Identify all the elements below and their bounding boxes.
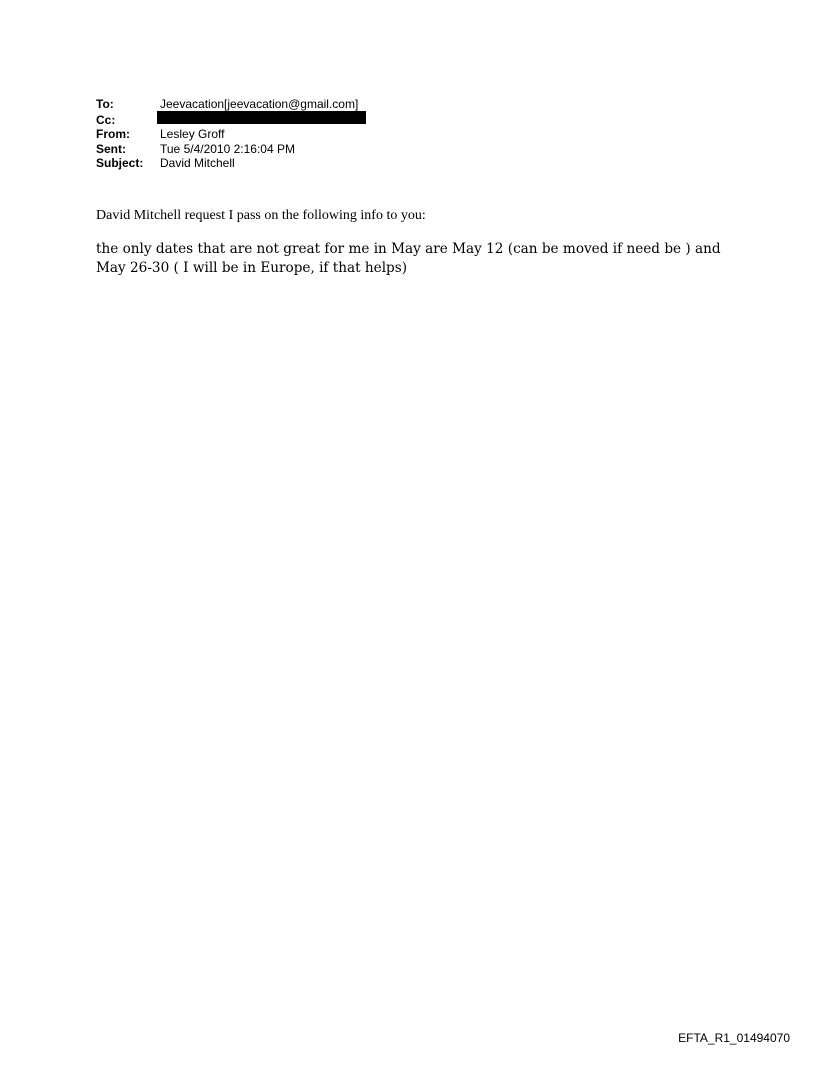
subject-row [96, 156, 369, 170]
message-body: the only dates that are not great for me in May are May 12 (can be moved if need be ) and May 26-30 ( I will be in Europe, if that helps) [96, 241, 721, 276]
cc-row [96, 111, 369, 127]
to-row [96, 97, 369, 111]
message-intro: David Mitchell request I pass on the following info to you: [96, 208, 426, 223]
document-id: EFTA_R1_01494070 [678, 1031, 790, 1045]
sent-value: Tue 5/4/2010 2:16:04 PM [160, 141, 295, 156]
from-row [96, 127, 369, 141]
to-value: Jeevacation[jeevacation@gmail.com] [160, 97, 359, 111]
cc-label: Cc: [96, 113, 116, 128]
subject-value: David Mitchell [160, 155, 235, 170]
from-value: Lesley Groff [160, 127, 225, 142]
cc-redaction-bar [157, 111, 366, 124]
to-label: To: [96, 97, 114, 111]
from-label: From: [96, 127, 130, 142]
sent-label: Sent: [96, 141, 126, 156]
sent-row [96, 142, 369, 156]
email-header [96, 97, 369, 170]
subject-label: Subject: [96, 155, 144, 170]
